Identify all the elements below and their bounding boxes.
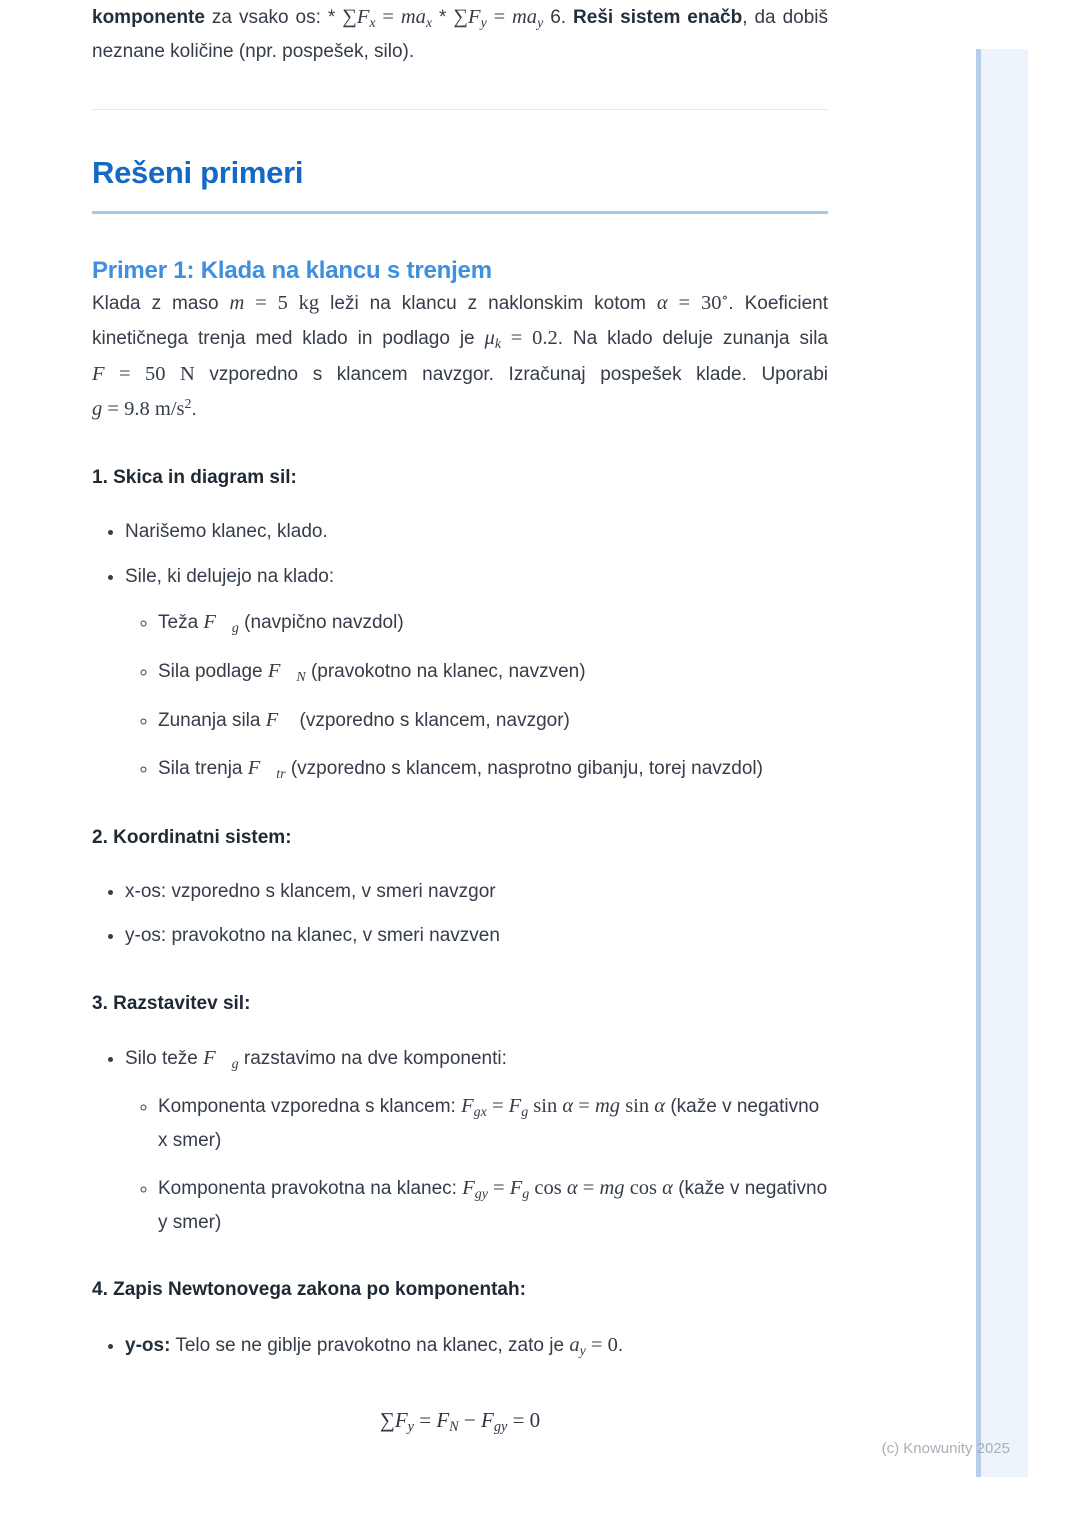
list-item: • y-os: Telo se ne giblje pravokotno na klanec, zato je ay = 0.: [125, 1328, 828, 1364]
list-item: ◦ Zunanja sila F⃗ (vzporedno s klancem, navzgor): [158, 703, 828, 738]
list-item: • Narišemo klanec, klado.: [125, 516, 828, 549]
step-heading-3: 3. Razstavitev sil:: [92, 992, 251, 1014]
list-item: • x-os: vzporedno s klancem, v smeri navzgor: [125, 876, 828, 909]
list-item-text: Sile, ki delujejo na klado:: [125, 565, 335, 587]
forces-sublist: [125, 605, 828, 787]
list-item: [125, 1041, 828, 1239]
bullet-list-1: [92, 516, 828, 787]
document-content: [92, 0, 828, 1436]
step-heading-2: 2. Koordinatni sistem:: [92, 827, 292, 849]
step-heading-4: 4. Zapis Newtonovega zakona po komponentah:: [92, 1279, 526, 1301]
page-title: Rešeni primeri: [92, 154, 828, 214]
problem-statement: Klada z maso m = 5 kg leži na klancu z naklonskim kotom α = 30∘. Koeficient kinetičnega trenja med klado in podlago je μk = 0.2. Na klado deluje zunanja sila F = 50 N vzporedno s klancem navzgor. Izračunaj pospešek klade. Uporabi g = 9.8 $m/s^2$.: [92, 290, 829, 421]
components-sublist: [125, 1089, 828, 1239]
list-item: • y-os: pravokotno na klanec, v smeri navzven: [125, 920, 828, 953]
list-item: ◦ Teža F⃗g (navpično navzdol): [158, 605, 828, 641]
list-item: ◦ Komponenta vzporedna s klancem: Fgx = Fg sin α = mg sin α (kaže v negativno x smer): [158, 1089, 828, 1158]
list-item: ◦ Sila podlage F⃗N (pravokotno na klanec, navzven): [158, 654, 828, 690]
intro-paragraph: komponente za vsako os: * ∑Fx = max * ∑Fy = may 6. Reši sistem enačb, da dobiš neznane količine (npr. pospešek, silo).: [92, 6, 828, 62]
list-item: ◦ Komponenta pravokotna na klanec: Fgy = Fg cos α = mg cos α (kaže v negativno y smer): [158, 1171, 828, 1240]
bullet-list-2: [92, 876, 828, 953]
divider: [92, 109, 828, 110]
list-item: ◦ Sila trenja F⃗tr (vzporedno s klancem, nasprotno gibanju, torej navzdol): [158, 751, 828, 787]
bullet-list-3: [92, 1041, 828, 1239]
list-item: [125, 561, 828, 788]
equation: ∑Fy = FN − Fgy = 0: [379, 1407, 541, 1435]
copyright-note: (c) Knowunity 2025: [881, 1440, 1010, 1457]
list-item-text: Silo teže F⃗g razstavimo na dve komponenti:: [125, 1047, 507, 1073]
example-title: Primer 1: Klada na klancu s trenjem: [92, 256, 492, 284]
bullet-list-4: [92, 1328, 828, 1364]
highlight-sidebar: [976, 49, 1028, 1477]
step-heading-1: 1. Skica in diagram sil:: [92, 467, 297, 489]
